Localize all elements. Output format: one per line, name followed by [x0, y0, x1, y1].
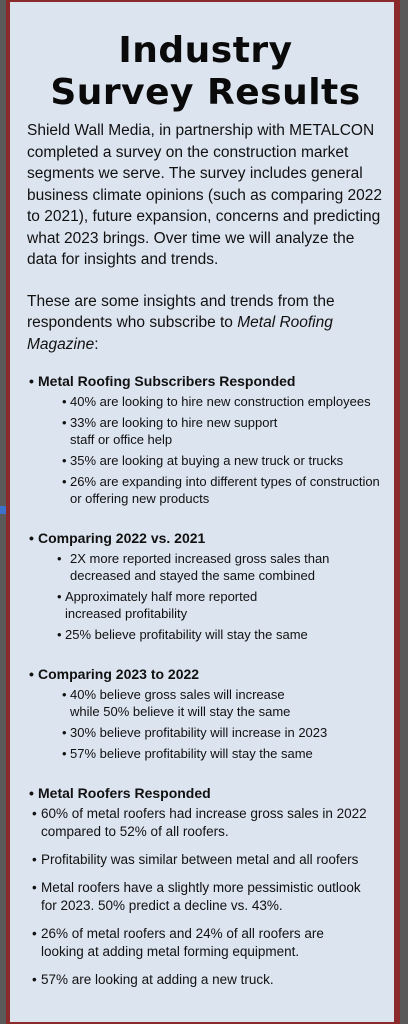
magazine-name: Metal Roofing Magazine — [27, 314, 333, 353]
list-item: • 35% are looking at buying a new truck or trucks — [62, 452, 384, 469]
list-item: • Metal roofers have a slightly more pessimistic outlook for 2023. 50% predict a decline vs. 43%. — [32, 879, 384, 915]
list-item: • 26% are expanding into different types of construction or offering new products — [62, 473, 384, 507]
intro-paragraph: Shield Wall Media, in partnership with METALCON completed a survey on the construction market segments we serve. The survey includes general business climate opinions (such as comparing 2022 to 2021), future expansion, concerns and predicting what 2023 brings. Over time we will analyze the data for insights and trends. — [27, 122, 382, 268]
section-metal-roofers — [27, 784, 384, 989]
section-heading: • Metal Roofers Responded — [29, 785, 211, 801]
intro2-text: These are some insights and trends from the respondents who subscribe to — [27, 292, 335, 331]
section-heading: • Metal Roofing Subscribers Responded — [29, 373, 296, 389]
section-heading-text: Metal Roofing Subscribers Responded — [38, 373, 296, 389]
bullet-list — [27, 393, 384, 507]
section-heading-text: Metal Roofers Responded — [38, 785, 211, 801]
selection-handle[interactable] — [0, 506, 6, 514]
list-item: • 40% believe gross sales will increase while 50% believe it will stay the same — [62, 686, 384, 720]
section-2022-vs-2021 — [27, 529, 384, 643]
bullet-list — [27, 805, 384, 989]
bullet-list — [27, 550, 384, 643]
list-item: • Profitability was similar between metal and all roofers — [32, 851, 384, 869]
section-heading-text: Comparing 2023 to 2022 — [38, 666, 200, 682]
title-line-2: Survey Results — [50, 72, 361, 113]
list-item: • 2X more reported increased gross sales than decreased and stayed the same combined — [57, 550, 384, 584]
list-item: • 30% believe profitability will increase in 2023 — [62, 724, 384, 741]
section-2023-vs-2022 — [27, 665, 384, 762]
list-item: • Approximately half more reported increased profitability — [57, 588, 384, 622]
section-heading: • Comparing 2023 to 2022 — [29, 666, 200, 682]
list-item: • 57% are looking at adding a new truck. — [32, 971, 384, 989]
section-heading: • Comparing 2022 vs. 2021 — [29, 530, 206, 546]
list-item: • 60% of metal roofers had increase gross sales in 2022 compared to 52% of all roofers. — [32, 805, 384, 841]
list-item: • 57% believe profitability will stay the same — [62, 745, 384, 762]
list-item: • 40% are looking to hire new construction employees — [62, 393, 384, 410]
list-item: • 25% believe profitability will stay the same — [57, 626, 384, 643]
page-title — [27, 30, 384, 114]
survey-panel — [10, 2, 394, 1022]
section-subscribers — [27, 372, 384, 507]
intro2-suffix: : — [94, 335, 99, 353]
bullet-list — [27, 686, 384, 762]
list-item: • 26% of metal roofers and 24% of all roofers are looking at adding metal forming equipment. — [32, 925, 384, 961]
intro-paragraph-2 — [27, 291, 384, 356]
section-heading-text: Comparing 2022 vs. 2021 — [38, 530, 206, 546]
list-item: • 33% are looking to hire new support staff or office help — [62, 414, 384, 448]
title-line-1: Industry — [118, 30, 293, 71]
